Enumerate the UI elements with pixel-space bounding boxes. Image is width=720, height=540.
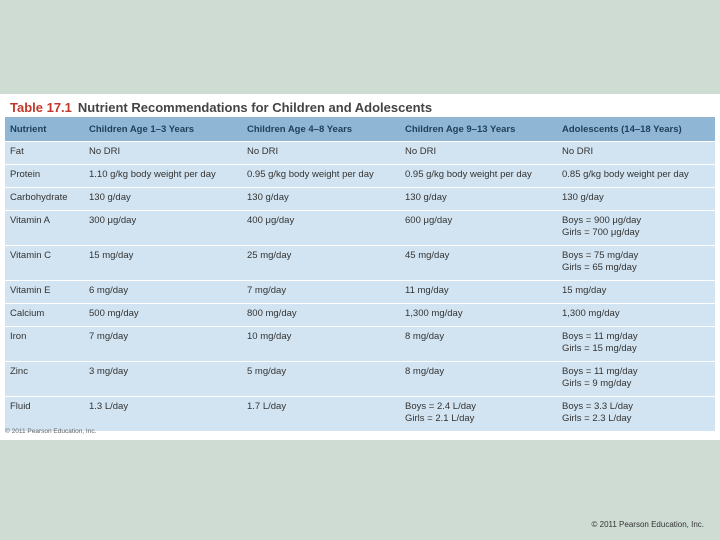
cell-line: 1.7 L/day — [247, 401, 287, 412]
age-1-3-cell — [84, 165, 242, 188]
age-14-18-cell — [557, 304, 715, 327]
table-row — [5, 246, 715, 281]
table-row — [5, 397, 715, 432]
table-row — [5, 304, 715, 327]
age-14-18-cell — [557, 281, 715, 304]
table-row — [5, 165, 715, 188]
cell-line: Boys = 75 mg/day — [562, 250, 639, 261]
age-9-13-cell — [400, 165, 557, 188]
age-14-18-cell — [557, 397, 715, 432]
age-9-13-cell — [400, 188, 557, 211]
age-9-13-cell — [400, 246, 557, 281]
table-row — [5, 188, 715, 211]
cell-line: 1.3 L/day — [89, 401, 129, 412]
table-row — [5, 281, 715, 304]
cell-line: 0.95 g/kg body weight per day — [405, 169, 532, 180]
age-9-13-cell — [400, 327, 557, 362]
age-9-13-cell — [400, 281, 557, 304]
cell-line: 0.85 g/kg body weight per day — [562, 169, 689, 180]
table-row — [5, 142, 715, 165]
cell-line: 1,300 mg/day — [405, 308, 463, 319]
cell-line: No DRI — [562, 146, 594, 157]
age-1-3-cell — [84, 327, 242, 362]
slide-copyright: © 2011 Pearson Education, Inc. — [591, 520, 704, 529]
cell-line: 1,300 mg/day — [562, 308, 620, 319]
nutrient-cell: Vitamin E — [5, 281, 84, 304]
nutrient-cell: Protein — [5, 165, 84, 188]
cell-line: 0.95 g/kg body weight per day — [247, 169, 374, 180]
age-4-8-cell — [242, 165, 400, 188]
cell-line: Boys = 900 μg/day — [562, 215, 642, 226]
age-14-18-cell — [557, 188, 715, 211]
age-14-18-cell — [557, 362, 715, 397]
nutrient-cell: Fat — [5, 142, 84, 165]
age-1-3-cell — [84, 397, 242, 432]
age-9-13-cell — [400, 397, 557, 432]
table-panel — [0, 94, 720, 440]
cell-line: Girls = 2.1 L/day — [405, 413, 475, 424]
nutrient-cell: Fluid — [5, 397, 84, 432]
age-4-8-cell — [242, 142, 400, 165]
age-4-8-cell — [242, 327, 400, 362]
age-14-18-cell — [557, 165, 715, 188]
table-title — [10, 100, 432, 115]
cell-line: 45 mg/day — [405, 250, 450, 261]
cell-line: 10 mg/day — [247, 331, 292, 342]
cell-line: Girls = 9 mg/day — [562, 378, 632, 389]
cell-line: 130 g/day — [89, 192, 131, 203]
cell-line: Girls = 65 mg/day — [562, 262, 637, 273]
nutrient-cell: Calcium — [5, 304, 84, 327]
column-header: Nutrient — [5, 117, 84, 142]
age-1-3-cell — [84, 362, 242, 397]
table-header-row — [5, 117, 715, 142]
age-4-8-cell — [242, 281, 400, 304]
cell-line: 6 mg/day — [89, 285, 129, 296]
cell-line: 7 mg/day — [247, 285, 287, 296]
age-4-8-cell — [242, 362, 400, 397]
cell-line: No DRI — [247, 146, 279, 157]
cell-line: 130 g/day — [247, 192, 289, 203]
age-14-18-cell — [557, 211, 715, 246]
age-1-3-cell — [84, 188, 242, 211]
cell-line: 8 mg/day — [405, 331, 445, 342]
age-14-18-cell — [557, 246, 715, 281]
age-9-13-cell — [400, 142, 557, 165]
cell-line: 15 mg/day — [89, 250, 134, 261]
cell-line: 130 g/day — [405, 192, 447, 203]
cell-line: 5 mg/day — [247, 366, 287, 377]
cell-line: 15 mg/day — [562, 285, 607, 296]
nutrient-cell: Vitamin A — [5, 211, 84, 246]
age-9-13-cell — [400, 211, 557, 246]
cell-line: 400 μg/day — [247, 215, 295, 226]
cell-line: Boys = 3.3 L/day — [562, 401, 634, 412]
age-14-18-cell — [557, 142, 715, 165]
table-credit: © 2011 Pearson Education, Inc. — [5, 428, 97, 435]
age-4-8-cell — [242, 397, 400, 432]
table-caption: Nutrient Recommendations for Children and Adolescents — [77, 100, 433, 115]
table-row — [5, 362, 715, 397]
table-row — [5, 211, 715, 246]
cell-line: 800 mg/day — [247, 308, 297, 319]
column-header: Children Age 4–8 Years — [242, 117, 400, 142]
cell-line: Boys = 11 mg/day — [562, 331, 638, 342]
cell-line: 11 mg/day — [405, 285, 449, 296]
table-row — [5, 327, 715, 362]
cell-line: 3 mg/day — [89, 366, 129, 377]
table-body — [5, 142, 715, 432]
cell-line: 500 mg/day — [89, 308, 139, 319]
cell-line: 25 mg/day — [247, 250, 292, 261]
cell-line: Girls = 700 μg/day — [562, 227, 640, 238]
cell-line: Boys = 11 mg/day — [562, 366, 638, 377]
age-1-3-cell — [84, 246, 242, 281]
age-9-13-cell — [400, 362, 557, 397]
age-9-13-cell — [400, 304, 557, 327]
cell-line: 8 mg/day — [405, 366, 445, 377]
cell-line: No DRI — [405, 146, 437, 157]
age-1-3-cell — [84, 142, 242, 165]
cell-line: Girls = 15 mg/day — [562, 343, 637, 354]
age-1-3-cell — [84, 281, 242, 304]
cell-line: 130 g/day — [562, 192, 604, 203]
age-4-8-cell — [242, 304, 400, 327]
cell-line: 600 μg/day — [405, 215, 453, 226]
age-4-8-cell — [242, 188, 400, 211]
age-14-18-cell — [557, 327, 715, 362]
nutrient-table — [5, 117, 715, 431]
nutrient-cell: Iron — [5, 327, 84, 362]
cell-line: Girls = 2.3 L/day — [562, 413, 632, 424]
cell-line: 7 mg/day — [89, 331, 129, 342]
cell-line: Boys = 2.4 L/day — [405, 401, 477, 412]
column-header: Children Age 9–13 Years — [400, 117, 557, 142]
table-number: Table 17.1 — [10, 100, 72, 115]
age-1-3-cell — [84, 211, 242, 246]
nutrient-cell: Vitamin C — [5, 246, 84, 281]
nutrient-cell: Carbohydrate — [5, 188, 84, 211]
cell-line: 300 μg/day — [89, 215, 137, 226]
column-header: Adolescents (14–18 Years) — [557, 117, 715, 142]
column-header: Children Age 1–3 Years — [84, 117, 242, 142]
cell-line: No DRI — [89, 146, 121, 157]
nutrient-cell: Zinc — [5, 362, 84, 397]
age-1-3-cell — [84, 304, 242, 327]
age-4-8-cell — [242, 246, 400, 281]
age-4-8-cell — [242, 211, 400, 246]
cell-line: 1.10 g/kg body weight per day — [89, 169, 216, 180]
